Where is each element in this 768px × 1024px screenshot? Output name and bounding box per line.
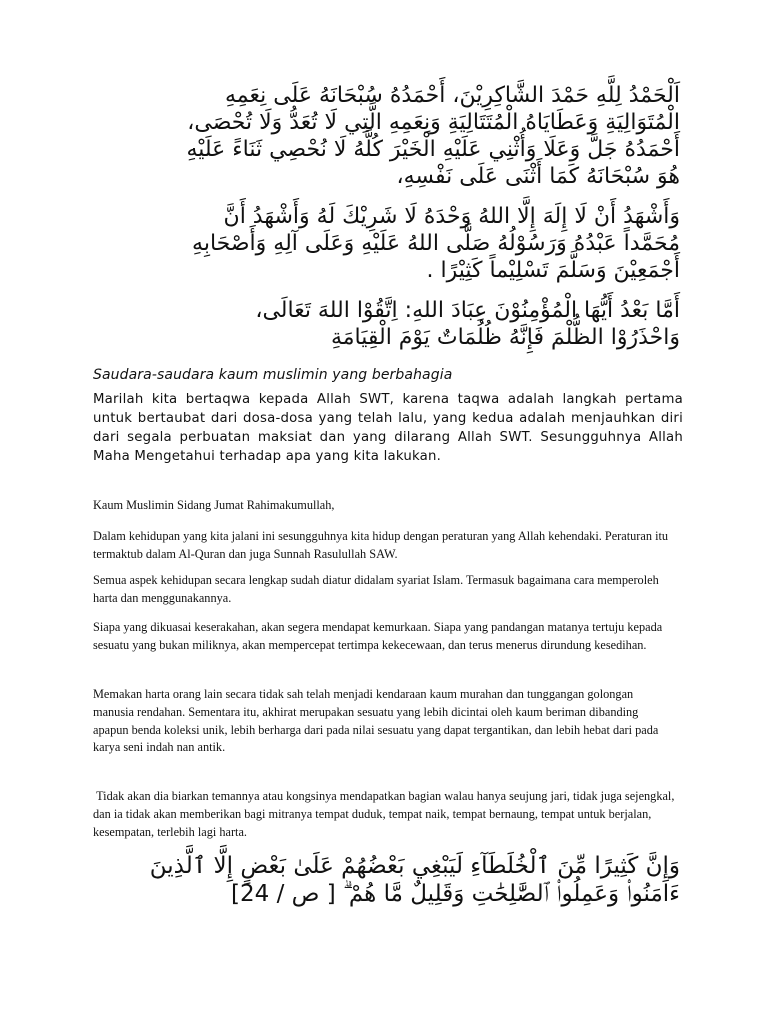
intro-paragraph: Marilah kita bertaqwa kepada Allah SWT, karena taqwa adalah langkah pertama untuk bertaubat dari dosa-dosa yang telah lalu, yang kedua adalah menjauhkan diri dari segala perbuatan maksiat dan yang dilarang Allah SWT. Sesungguhnya Allah Maha Mengetahui terhadap apa yang kita lakukan.: [93, 392, 683, 464]
arabic-line: أَجْمَعِيْنَ وَسَلَّمَ تَسْلِيْماً كَثِيْرًا .: [426, 258, 680, 283]
body-paragraph: Tidak akan dia biarkan temannya atau kongsinya mendapatkan bagian walau hanya seujung jari, tidak juga sejengkal, dan ia tidak akan memberikan bagi mitranya tempat duduk, tempat naik, tempat bernaung, tempat untuk berjalan, kesempatan, terlebih lagi harta.: [93, 789, 678, 839]
section-heading: Saudara-saudara kaum muslimin yang berbahagia: [93, 367, 453, 383]
arabic-shahada: [88, 203, 680, 284]
arabic-line: الْمُتَوَالِيَةِ وَعَطَايَاهُ الْمُتَتَالِيَةِ وَنِعَمِهِ الَّتِي لَا تُعَدُّ وَلَا تُحْصَى،: [187, 110, 680, 135]
body-paragraph: Memakan harta orang lain secara tidak sah telah menjadi kendaraan kaum murahan dan tunggangan golongan manusia rendahan. Sementara itu, akhirat merupakan sesuatu yang lebih dicintai oleh kaum beriman dibanding apapun benda koleksi unik, lebih berharga dari pada nilai sesuatu yang dapat tergantikan, dan lebih hebat dari pada karya seni indah nan antik.: [93, 687, 659, 755]
arabic-line: ءَامَنُوا۟ وَعَمِلُوا۟ ٱلصَّٰلِحَٰتِ وَقَلِيلٌ مَّا هُمْ ۗ [ ص / 24]: [231, 881, 680, 907]
arabic-line: وَأَشْهَدُ أَنْ لَا إِلَهَ إِلَّا اللهُ وَحْدَهُ لَا شَرِيْكَ لَهُ وَأَشْهَدُ أَنَّ: [223, 204, 680, 229]
greeting-line: Kaum Muslimin Sidang Jumat Rahimakumullah,: [93, 498, 335, 512]
arabic-line: اَلْحَمْدُ لِلَّهِ حَمْدَ الشَّاكِرِيْنَ، أَحْمَدُهُ سُبْحَانَهُ عَلَى نِعَمِهِ: [224, 83, 680, 108]
arabic-line: وَاحْذَرُوْا الظُّلْمَ فَإِنَّهُ ظُلُمَاتٌ يَوْمَ الْقِيَامَةِ: [330, 325, 680, 350]
arabic-opening-praise: [88, 82, 680, 190]
body-paragraph: Semua aspek kehidupan secara lengkap sudah diatur didalam syariat Islam. Termasuk bagaimana cara memperoleh harta dan menggunakannya.: [93, 573, 659, 605]
arabic-quran-verse: [90, 852, 680, 908]
body-paragraph: Dalam kehidupan yang kita jalani ini sesungguhnya kita hidup dengan peraturan yang Allah kehendaki. Peraturan itu termaktub dalam Al-Quran dan juga Sunnah Rasulullah SAW.: [93, 529, 669, 561]
body-paragraph: Siapa yang dikuasai keserakahan, akan segera mendapat kemurkaan. Siapa yang pandangan matanya tertuju kepada sesuatu yang bukan miliknya, akan mempercepat tertimpa kekecewaan, dan terus menerus dirundung kesedihan.: [93, 620, 663, 652]
arabic-line: هُوَ سُبْحَانَهُ كَمَا أَثْنَى عَلَى نَفْسِهِ،: [396, 164, 680, 189]
arabic-line: أَحْمَدُهُ جَلَّ وَعَلَا وَأُثْنِي عَلَيْهِ الْخَيْرَ كُلَّهُ لَا نُحْصِي ثَنَاءً عَلَيْهِ: [186, 137, 680, 162]
arabic-line: وَإِنَّ كَثِيرًا مِّنَ ٱلْخُلَطَآءِ لَيَبْغِي بَعْضُهُمْ عَلَىٰ بَعْضٍ إِلَّا ٱلَّذِينَ: [149, 853, 680, 879]
arabic-line: مُحَمَّداً عَبْدُهُ وَرَسُوْلُهُ صَلَّى اللهُ عَلَيْهِ وَعَلَى آلِهِ وَأَصْحَابِهِ: [192, 231, 680, 256]
arabic-line: أَمَّا بَعْدُ أَيُّهَا الْمُؤْمِنُوْنَ عِبَادَ اللهِ: اِتَّقُوْا اللهَ تَعَالَى،: [255, 298, 680, 323]
arabic-amma-badu: [88, 297, 680, 351]
